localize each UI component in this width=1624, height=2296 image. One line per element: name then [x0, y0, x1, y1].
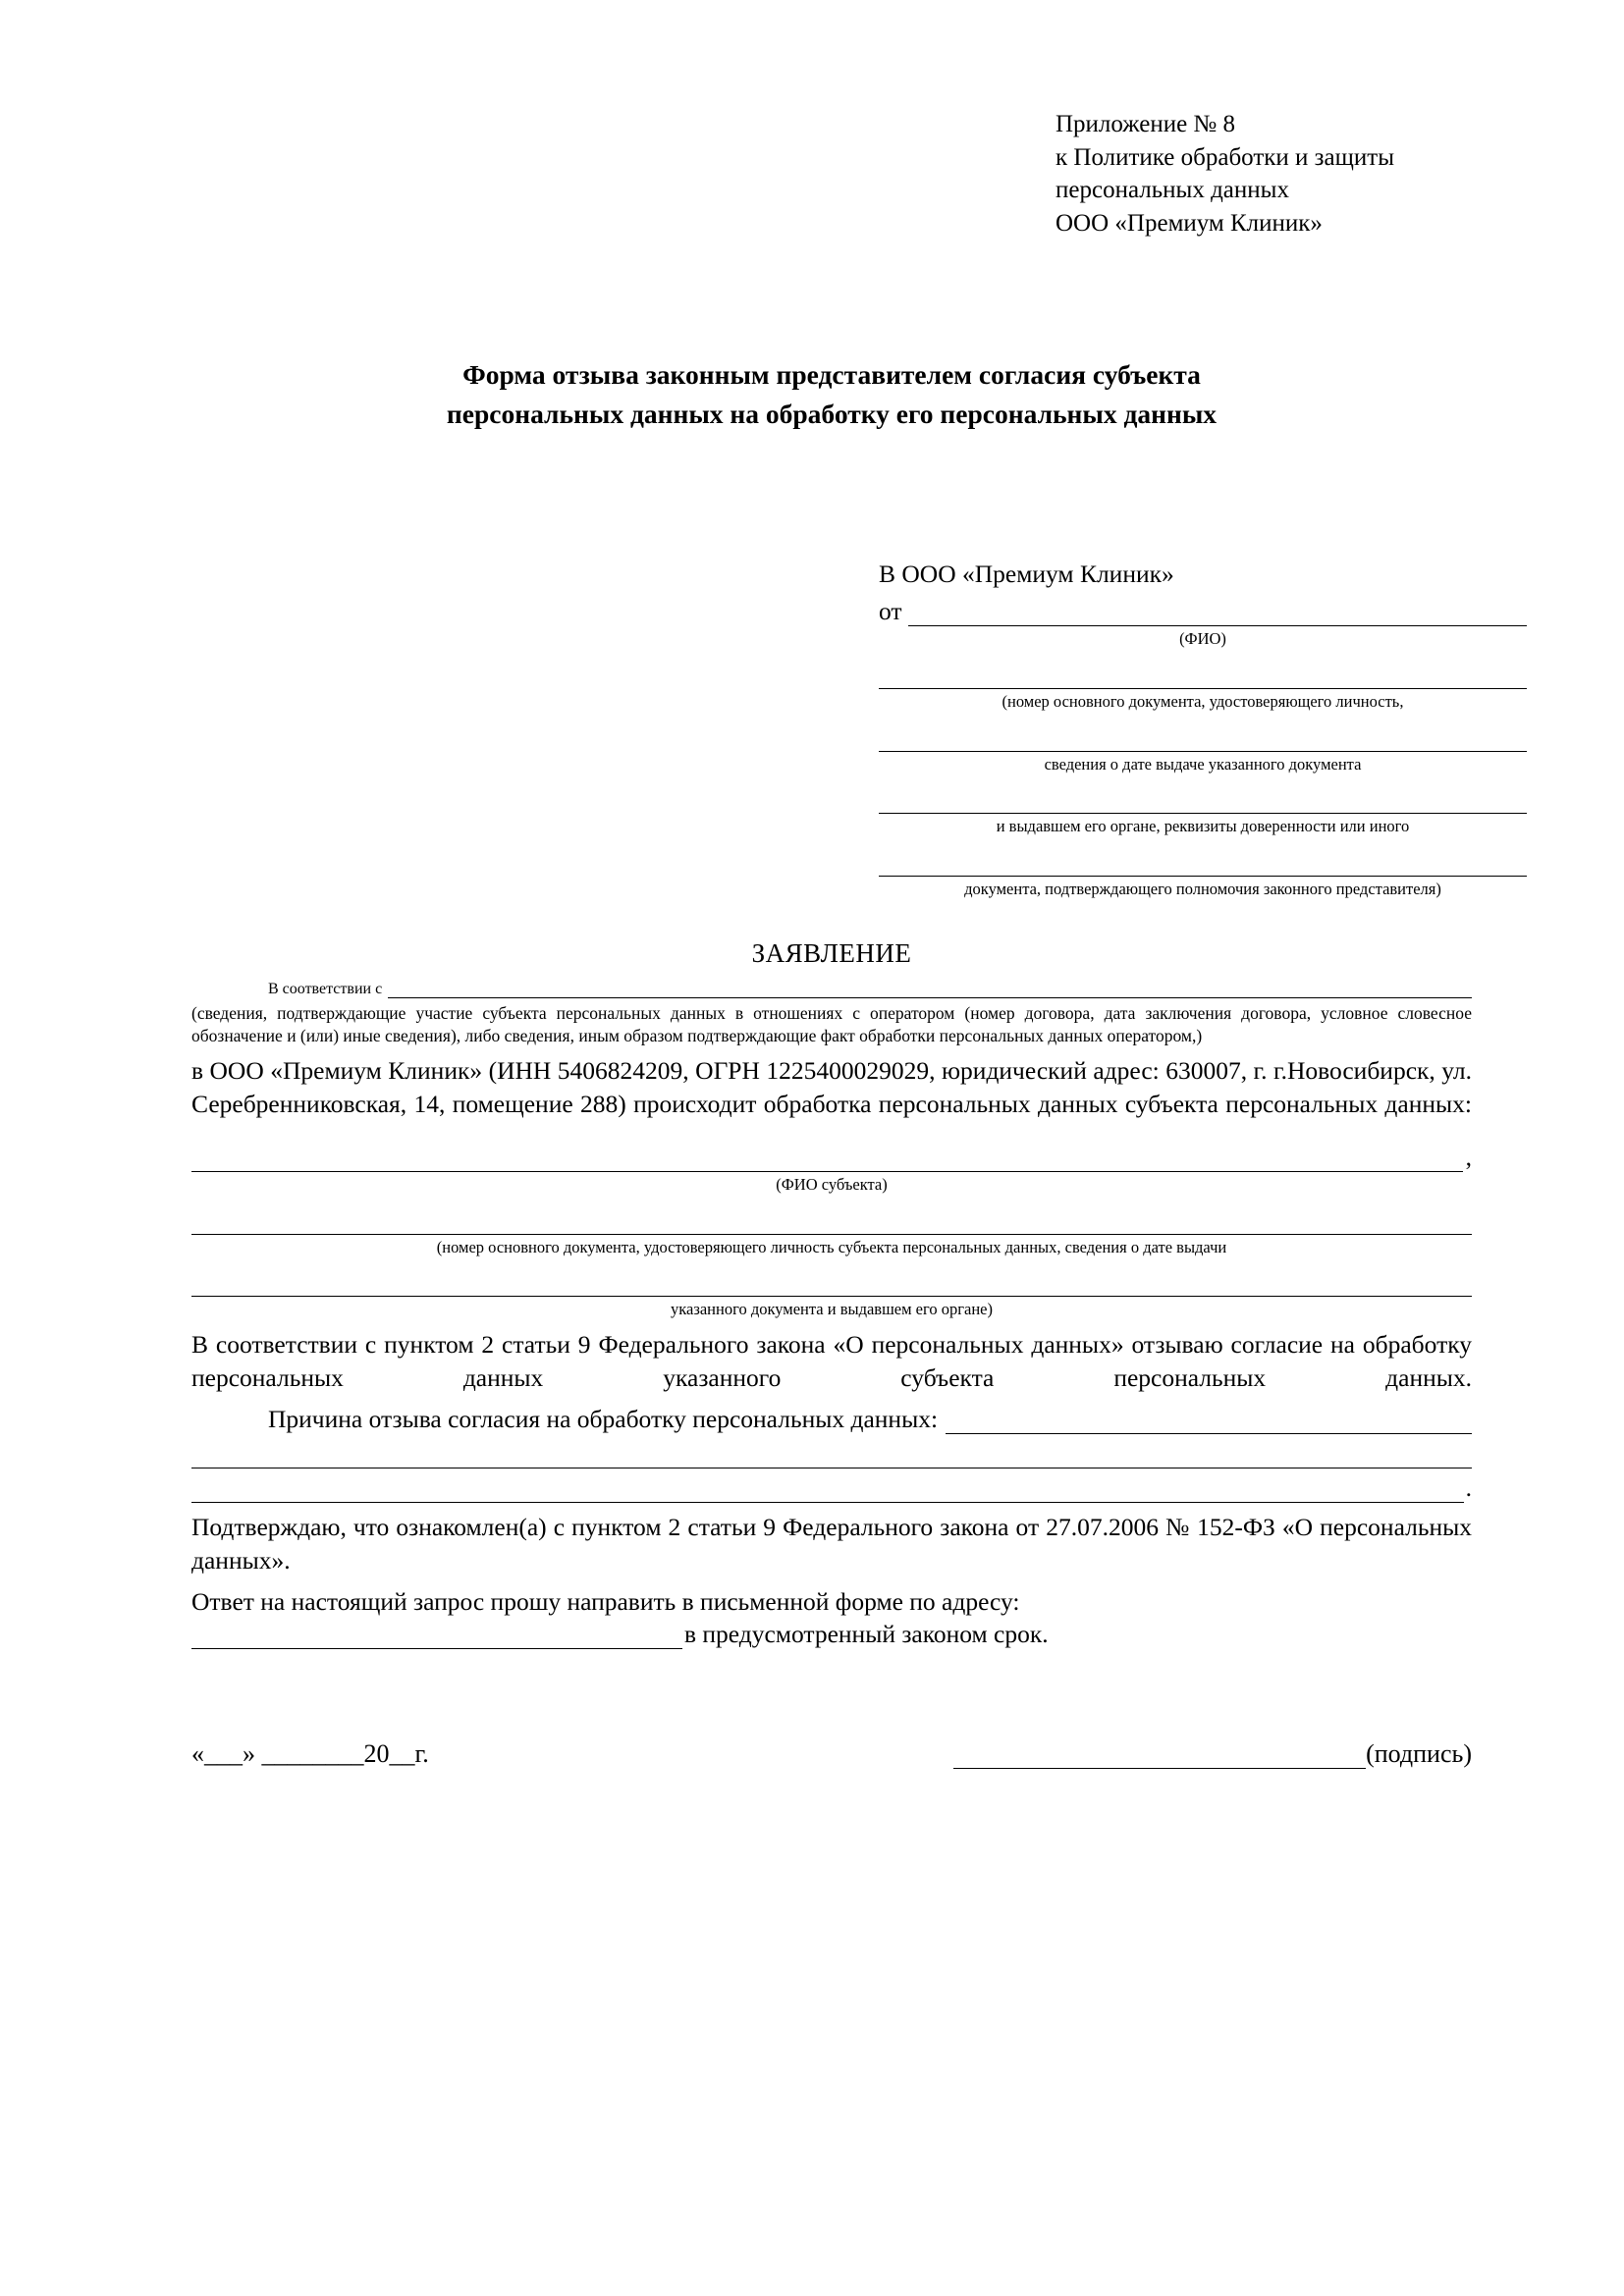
from-doc-org-input[interactable]: [879, 783, 1527, 814]
withdraw-paragraph: В соответствии с пунктом 2 статьи 9 Федерального закона «О персональных данных» отзываю согласие на обработку персональных данных указанного субъекта персональных данных.: [191, 1329, 1472, 1392]
page-title-line-1: Форма отзыва законным представителем согласия субъекта: [462, 359, 1201, 390]
subject-fio-row: [191, 1143, 1472, 1172]
page-title-line-2: персональных данных на обработку его персональных данных: [446, 399, 1218, 430]
signature-input[interactable]: [953, 1742, 1366, 1769]
caption-subject-doc-2: указанного документа и выдавшем его органе): [671, 1300, 993, 1319]
statement-note: (сведения, подтверждающие участие субъекта персональных данных в отношениях с оператором (номер договора, дата заключения договора, условное словесное обозначение и (или) иные сведения), либо сведения, иным образом подтверждающие факт обработки персональных данных оператором,): [191, 1003, 1472, 1045]
from-doc-auth-input[interactable]: [879, 846, 1527, 877]
in-accordance-label: В соответствии с: [268, 981, 383, 998]
from-label: от: [879, 597, 902, 626]
addressee-organization: В ООО «Премиум Клиник»: [879, 560, 1174, 589]
caption-subject-doc: (номер основного документа, удостоверяющего личность субъекта персональных данных, сведения о дате выдачи: [436, 1237, 1227, 1256]
reason-input-3[interactable]: [191, 1468, 1464, 1503]
appendix-header: [1056, 108, 1472, 240]
signature-caption: (подпись): [1366, 1739, 1472, 1769]
answer-address-row: [191, 1620, 1472, 1649]
answer-address-input[interactable]: [191, 1621, 682, 1649]
date-field[interactable]: «___» ________20__г.: [191, 1739, 429, 1769]
appendix-header-line-4: ООО «Премиум Клиник»: [1056, 209, 1323, 237]
caption-doc-date: сведения о дате выдаче указанного документа: [1044, 754, 1362, 774]
appendix-header-line-1: Приложение № 8: [1056, 111, 1236, 137]
caption-doc-auth: документа, подтверждающего полномочия законного представителя): [964, 879, 1441, 898]
caption-fio: (ФИО): [1179, 629, 1226, 649]
statement-heading: ЗАЯВЛЕНИЕ: [751, 938, 912, 969]
subject-fio-comma: ,: [1465, 1143, 1472, 1171]
from-doc-number-input[interactable]: [879, 659, 1527, 689]
organization-paragraph: в ООО «Премиум Клиник» (ИНН 5406824209, ОГРН 1225400029029, юридический адрес: 630007, г. г.Новосибирск, ул. Серебренниковская, 14, помещение 288) происходит обработка персональных данных субъекта персональных данных:: [191, 1056, 1472, 1119]
from-fio-input[interactable]: [908, 603, 1527, 626]
subject-doc-input[interactable]: [191, 1204, 1472, 1235]
reason-label: Причина отзыва согласия на обработку персональных данных:: [268, 1404, 939, 1433]
appendix-header-line-3: персональных данных: [1056, 177, 1289, 203]
caption-doc-org: и выдавшем его органе, реквизиты доверенности или иного: [996, 817, 1410, 836]
page-title: [191, 355, 1472, 434]
reason-period: .: [1465, 1472, 1472, 1502]
answer-address-tail: в предусмотренный законом срок.: [684, 1620, 1049, 1649]
addressee-block: [879, 560, 1527, 899]
reason-row: [191, 1405, 1472, 1434]
confirm-paragraph: Подтверждаю, что ознакомлен(а) с пунктом 2 статьи 9 Федерального закона от 27.07.2006 № 152-ФЗ «О персональных данных».: [191, 1512, 1472, 1575]
caption-subject-fio: (ФИО субъекта): [776, 1175, 888, 1194]
appendix-header-line-2: к Политике обработки и защиты: [1056, 143, 1395, 171]
subject-fio-input[interactable]: [191, 1146, 1463, 1172]
from-row: [879, 597, 1527, 626]
reason-input-2[interactable]: [191, 1434, 1472, 1468]
reason-input-1[interactable]: [946, 1411, 1472, 1434]
in-accordance-input[interactable]: [388, 975, 1472, 998]
in-accordance-row: [191, 975, 1472, 998]
answer-paragraph: Ответ на настоящий запрос прошу направить в письменной форме по адресу:: [191, 1586, 1020, 1616]
caption-doc-number: (номер основного документа, удостоверяющего личность,: [1001, 691, 1404, 711]
signature-row: [191, 1739, 1472, 1769]
from-doc-date-input[interactable]: [879, 721, 1527, 752]
reason-row-3: [191, 1468, 1472, 1503]
subject-doc-org-input[interactable]: [191, 1266, 1472, 1297]
